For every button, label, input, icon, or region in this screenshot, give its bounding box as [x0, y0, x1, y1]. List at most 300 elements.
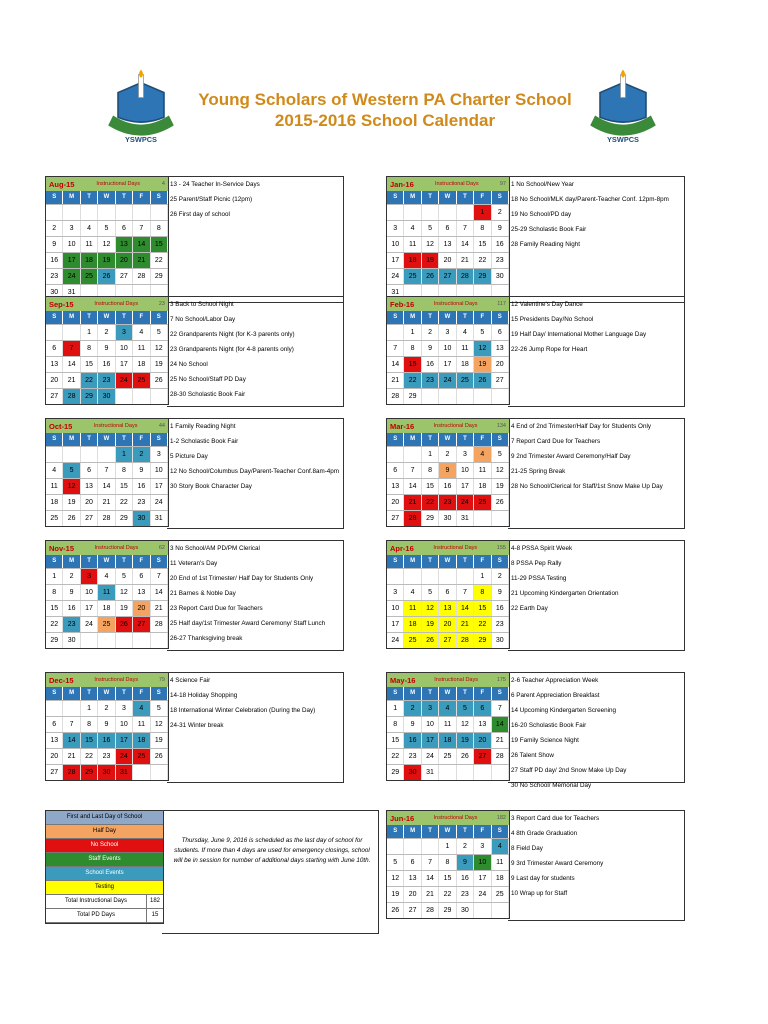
day-cell: 10: [474, 855, 491, 870]
day-cell: [474, 903, 491, 918]
weekday-label: T: [81, 433, 98, 446]
day-cell: 27: [133, 617, 150, 632]
month-name: Nov-15: [49, 543, 75, 553]
day-cell: 14: [492, 717, 509, 732]
day-cell: 15: [422, 479, 439, 494]
weekday-header: [387, 311, 509, 324]
day-cell: 2: [492, 205, 509, 220]
day-cell: 17: [116, 357, 133, 372]
day-cell: 16: [439, 479, 456, 494]
weekday-label: M: [404, 433, 421, 446]
day-cell: 3: [116, 325, 133, 340]
instructional-days-count: 23: [158, 301, 165, 307]
event-item: 13 - 24 Teacher In-Service Days: [170, 181, 260, 188]
day-cell: 21: [63, 749, 80, 764]
day-cell: 19: [457, 733, 474, 748]
day-cell: 29: [387, 765, 404, 780]
day-cell: 2: [422, 325, 439, 340]
day-cell: 24: [116, 373, 133, 388]
day-cell: 29: [474, 269, 491, 284]
month-name: May-16: [390, 675, 416, 685]
weekday-label: W: [439, 311, 456, 324]
day-cell: 9: [492, 221, 509, 236]
month-header: [387, 541, 509, 555]
weekday-label: T: [457, 825, 474, 838]
day-cell: 22: [422, 495, 439, 510]
day-cell: 12: [151, 341, 168, 356]
day-cell: 13: [404, 871, 421, 886]
week-row: [46, 252, 168, 268]
day-cell: 1: [116, 447, 133, 462]
day-cell: 2: [98, 701, 115, 716]
day-cell: [116, 633, 133, 648]
day-cell: 16: [46, 253, 63, 268]
day-cell: 27: [492, 373, 509, 388]
week-row: [387, 268, 509, 284]
day-cell: 23: [457, 887, 474, 902]
day-cell: 27: [439, 633, 456, 648]
day-cell: 18: [133, 357, 150, 372]
event-item: 10 Wrap up for Staff: [511, 890, 568, 897]
instructional-days-count: 4: [161, 181, 165, 187]
day-cell: 30: [492, 269, 509, 284]
week-row: [46, 462, 168, 478]
day-cell: 10: [387, 237, 404, 252]
day-cell: 22: [439, 887, 456, 902]
event-item: 24 No School: [170, 361, 208, 368]
day-cell: 24: [81, 617, 98, 632]
day-cell: 10: [81, 585, 98, 600]
week-row: [46, 340, 168, 356]
weekday-header: [387, 687, 509, 700]
day-cell: 20: [439, 253, 456, 268]
weekday-label: S: [387, 825, 404, 838]
day-cell: 7: [457, 585, 474, 600]
day-cell: 31: [151, 511, 168, 526]
day-cell: 13: [492, 341, 509, 356]
day-cell: 7: [492, 701, 509, 716]
event-item: 14 Upcoming Kindergarten Screening: [511, 707, 617, 714]
day-cell: 21: [98, 495, 115, 510]
day-cell: [492, 389, 509, 404]
week-row: [387, 716, 509, 732]
weekday-label: W: [98, 311, 115, 324]
weekday-label: T: [422, 555, 439, 568]
week-row: [387, 372, 509, 388]
day-cell: 27: [116, 269, 133, 284]
day-cell: 25: [439, 749, 456, 764]
day-cell: 27: [387, 511, 404, 526]
day-cell: [439, 389, 456, 404]
legend-school-events: School Events: [46, 867, 163, 881]
total-instructional-days: Total Instructional Days 182: [46, 895, 163, 909]
event-item: 28 No School/Clerical for Staff/1st Snow Make Up Day: [511, 483, 663, 490]
day-cell: 5: [492, 447, 509, 462]
week-row: [46, 356, 168, 372]
day-cell: 31: [387, 285, 404, 300]
day-cell: 21: [404, 495, 421, 510]
day-cell: [151, 389, 168, 404]
instructional-days-count: 134: [496, 423, 506, 429]
day-cell: 6: [492, 325, 509, 340]
day-cell: 15: [46, 601, 63, 616]
event-item: 12 No School/Columbus Day/Parent-Teacher Conf.8am-4pm: [170, 468, 340, 475]
day-cell: 20: [116, 253, 133, 268]
week-row: [46, 616, 168, 632]
weekday-label: S: [387, 687, 404, 700]
day-cell: [63, 447, 80, 462]
day-cell: 23: [492, 617, 509, 632]
day-cell: 3: [439, 325, 456, 340]
week-row: [387, 616, 509, 632]
event-item: 25 No School/Staff PD Day: [170, 376, 246, 383]
day-cell: 17: [439, 357, 456, 372]
day-cell: 30: [98, 389, 115, 404]
day-cell: 16: [63, 601, 80, 616]
day-cell: 9: [133, 463, 150, 478]
day-cell: 2: [457, 839, 474, 854]
day-cell: [492, 765, 509, 780]
day-cell: [133, 205, 150, 220]
day-cell: 20: [387, 495, 404, 510]
day-cell: 29: [439, 903, 456, 918]
event-item: 25 Half day/1st Trimester Award Ceremony/ Staff Lunch: [170, 620, 326, 627]
event-item: 23 Grandparents Night (for 4-8 parents only): [170, 346, 294, 353]
event-item: 7 Report Card Due for Teachers: [511, 438, 601, 445]
day-cell: 28: [457, 269, 474, 284]
month-name: Sep-15: [49, 299, 74, 309]
week-row: [46, 716, 168, 732]
legend-testing: Testing: [46, 881, 163, 895]
day-cell: [81, 633, 98, 648]
day-cell: 18: [46, 495, 63, 510]
day-cell: 29: [81, 765, 98, 780]
day-cell: [457, 389, 474, 404]
day-cell: 4: [404, 221, 421, 236]
day-cell: 30: [492, 633, 509, 648]
day-cell: 24: [439, 373, 456, 388]
day-cell: 5: [387, 855, 404, 870]
day-cell: 21: [133, 253, 150, 268]
day-cell: 17: [63, 253, 80, 268]
day-cell: 6: [404, 855, 421, 870]
month-header: [387, 419, 509, 433]
day-cell: 13: [474, 717, 491, 732]
instructional-days-label: Instructional Days: [434, 181, 479, 187]
day-cell: 10: [63, 237, 80, 252]
week-row: [46, 204, 168, 220]
day-cell: 3: [81, 569, 98, 584]
day-cell: 28: [457, 633, 474, 648]
day-cell: 29: [81, 389, 98, 404]
day-cell: 11: [133, 341, 150, 356]
day-cell: [457, 205, 474, 220]
weekday-label: F: [133, 555, 150, 568]
weekday-label: S: [492, 191, 509, 204]
day-cell: [439, 569, 456, 584]
day-cell: 25: [404, 269, 421, 284]
day-cell: 15: [387, 733, 404, 748]
day-cell: 5: [151, 701, 168, 716]
event-item: 19 No School/PD day: [511, 211, 572, 218]
day-cell: 10: [116, 717, 133, 732]
day-cell: 20: [474, 733, 491, 748]
weekday-label: T: [116, 433, 133, 446]
event-item: 20 End of 1st Trimester/ Half Day for Students Only: [170, 575, 314, 582]
day-cell: 4: [474, 447, 491, 462]
weekday-label: T: [116, 687, 133, 700]
day-cell: 26: [457, 749, 474, 764]
day-cell: 24: [151, 495, 168, 510]
day-cell: 24: [422, 749, 439, 764]
day-cell: 7: [457, 221, 474, 236]
day-cell: [151, 765, 168, 780]
day-cell: 22: [387, 749, 404, 764]
day-cell: 8: [46, 585, 63, 600]
day-cell: 12: [422, 601, 439, 616]
weekday-label: M: [404, 687, 421, 700]
day-cell: 9: [98, 341, 115, 356]
day-cell: 6: [387, 463, 404, 478]
day-cell: 27: [404, 903, 421, 918]
day-cell: 28: [98, 511, 115, 526]
day-cell: 8: [474, 221, 491, 236]
month-events: [508, 418, 685, 529]
legend-half-day: Half Day: [46, 825, 163, 839]
day-cell: 10: [422, 717, 439, 732]
day-cell: 26: [151, 373, 168, 388]
day-cell: 3: [474, 839, 491, 854]
day-cell: 14: [404, 479, 421, 494]
day-cell: 1: [474, 205, 491, 220]
weekday-label: S: [387, 311, 404, 324]
month-name: Jun-16: [390, 813, 415, 823]
weekday-label: S: [46, 191, 63, 204]
month-calendar: [45, 296, 169, 405]
instructional-days-count: 79: [158, 677, 165, 683]
week-row: [387, 886, 509, 902]
day-cell: [98, 205, 115, 220]
day-cell: 28: [63, 389, 80, 404]
day-cell: [151, 205, 168, 220]
day-cell: 24: [457, 495, 474, 510]
month-events: [167, 296, 344, 407]
day-cell: 19: [151, 733, 168, 748]
day-cell: 4: [133, 701, 150, 716]
weekday-header: [387, 191, 509, 204]
day-cell: [387, 839, 404, 854]
day-cell: [46, 325, 63, 340]
day-cell: 27: [474, 749, 491, 764]
day-cell: 20: [81, 495, 98, 510]
day-cell: 9: [457, 855, 474, 870]
day-cell: 18: [133, 733, 150, 748]
day-cell: [492, 903, 509, 918]
week-row: [46, 732, 168, 748]
event-item: 11-29 PSSA Testing: [511, 575, 567, 582]
day-cell: 20: [46, 749, 63, 764]
event-item: 28-30 Scholastic Book Fair: [170, 391, 246, 398]
week-row: [387, 700, 509, 716]
day-cell: [116, 205, 133, 220]
month-header: [46, 673, 168, 687]
day-cell: 12: [151, 717, 168, 732]
day-cell: [387, 205, 404, 220]
day-cell: 11: [133, 717, 150, 732]
event-item: 14-18 Holiday Shopping: [170, 692, 238, 699]
day-cell: 19: [422, 253, 439, 268]
day-cell: 16: [133, 479, 150, 494]
day-cell: 23: [133, 495, 150, 510]
day-cell: 4: [133, 325, 150, 340]
event-item: 8 Field Day: [511, 845, 543, 852]
month-events: [167, 540, 344, 651]
event-item: 6 Parent Appreciation Breakfast: [511, 692, 600, 699]
day-cell: 3: [457, 447, 474, 462]
day-cell: 5: [98, 221, 115, 236]
instructional-days-count: 44: [158, 423, 165, 429]
month-header: [46, 297, 168, 311]
day-cell: 14: [457, 601, 474, 616]
weekday-label: M: [63, 687, 80, 700]
weekday-label: M: [63, 433, 80, 446]
day-cell: 31: [63, 285, 80, 300]
day-cell: 3: [63, 221, 80, 236]
day-cell: 16: [492, 601, 509, 616]
day-cell: 11: [404, 237, 421, 252]
instructional-days-count: 182: [496, 815, 506, 821]
day-cell: 4: [492, 839, 509, 854]
instructional-days-label: Instructional Days: [434, 677, 478, 683]
day-cell: 27: [439, 269, 456, 284]
event-item: 23 Report Card Due for Teachers: [170, 605, 263, 612]
weekday-label: W: [439, 825, 456, 838]
day-cell: 26: [116, 617, 133, 632]
day-cell: 12: [492, 463, 509, 478]
weekday-label: S: [151, 433, 168, 446]
day-cell: 6: [81, 463, 98, 478]
event-item: 27 Staff PD day/ 2nd Snow Make Up Day: [511, 767, 627, 774]
week-row: [46, 478, 168, 494]
week-row: [387, 902, 509, 918]
week-row: [387, 462, 509, 478]
day-cell: 4: [457, 325, 474, 340]
day-cell: 31: [116, 765, 133, 780]
day-cell: [387, 569, 404, 584]
day-cell: 7: [422, 855, 439, 870]
weekday-label: T: [81, 687, 98, 700]
day-cell: 24: [63, 269, 80, 284]
day-cell: 19: [151, 357, 168, 372]
day-cell: 24: [387, 633, 404, 648]
day-cell: 3: [387, 221, 404, 236]
weekday-header: [46, 311, 168, 324]
day-cell: 26: [63, 511, 80, 526]
day-cell: 20: [439, 617, 456, 632]
event-item: 22 Grandparents Night (for K-3 parents only): [170, 331, 295, 338]
day-cell: 2: [404, 701, 421, 716]
weekday-label: M: [63, 191, 80, 204]
day-cell: 25: [457, 373, 474, 388]
event-item: 18 No School/MLK day/Parent-Teacher Conf. 12pm-8pm: [511, 196, 669, 203]
weekday-label: S: [387, 191, 404, 204]
month-calendar: [386, 540, 510, 649]
day-cell: 25: [98, 617, 115, 632]
day-cell: 6: [46, 341, 63, 356]
day-cell: 24: [387, 269, 404, 284]
header: [0, 60, 768, 150]
day-cell: 20: [133, 601, 150, 616]
day-cell: 18: [81, 253, 98, 268]
day-cell: 6: [133, 569, 150, 584]
day-cell: 18: [98, 601, 115, 616]
day-cell: 11: [474, 463, 491, 478]
instructional-days-label: Instructional Days: [94, 677, 139, 683]
day-cell: 12: [63, 479, 80, 494]
instructional-days-count: 117: [497, 301, 506, 307]
day-cell: 23: [98, 749, 115, 764]
day-cell: 3: [422, 701, 439, 716]
event-item: 28 Family Reading Night: [511, 241, 580, 248]
day-cell: 28: [63, 765, 80, 780]
day-cell: 9: [404, 717, 421, 732]
weekday-header: [46, 555, 168, 568]
weekday-label: W: [439, 191, 456, 204]
event-item: 30 Story Book Character Day: [170, 483, 252, 490]
day-cell: 9: [492, 585, 509, 600]
weekday-label: S: [151, 555, 168, 568]
week-row: [46, 268, 168, 284]
day-cell: 29: [116, 511, 133, 526]
day-cell: 30: [133, 511, 150, 526]
weekday-label: W: [439, 433, 456, 446]
weekday-label: S: [492, 687, 509, 700]
day-cell: 30: [63, 633, 80, 648]
instructional-days-count: 97: [499, 181, 506, 187]
day-cell: 21: [63, 373, 80, 388]
day-cell: 28: [404, 511, 421, 526]
day-cell: [46, 701, 63, 716]
day-cell: 25: [133, 749, 150, 764]
weekday-label: F: [474, 311, 491, 324]
event-item: 4-8 PSSA Spirit Week: [511, 545, 573, 552]
day-cell: [387, 325, 404, 340]
logo-text-left: YSWPCS: [125, 134, 157, 144]
month-header: [387, 177, 509, 191]
day-cell: [133, 389, 150, 404]
day-cell: 19: [474, 357, 491, 372]
day-cell: 7: [387, 341, 404, 356]
day-cell: 18: [404, 253, 421, 268]
weekday-label: M: [404, 555, 421, 568]
month-calendar: [386, 810, 510, 919]
weekday-label: T: [457, 687, 474, 700]
event-item: 3 No School/AM PD/PM Clerical: [170, 545, 260, 552]
day-cell: 7: [63, 341, 80, 356]
week-row: [46, 510, 168, 526]
day-cell: 4: [81, 221, 98, 236]
day-cell: 6: [46, 717, 63, 732]
day-cell: 12: [98, 237, 115, 252]
week-row: [387, 568, 509, 584]
day-cell: 19: [116, 601, 133, 616]
week-row: [387, 510, 509, 526]
day-cell: 6: [474, 701, 491, 716]
weekday-label: S: [387, 555, 404, 568]
week-row: [387, 870, 509, 886]
day-cell: [81, 205, 98, 220]
week-row: [387, 478, 509, 494]
